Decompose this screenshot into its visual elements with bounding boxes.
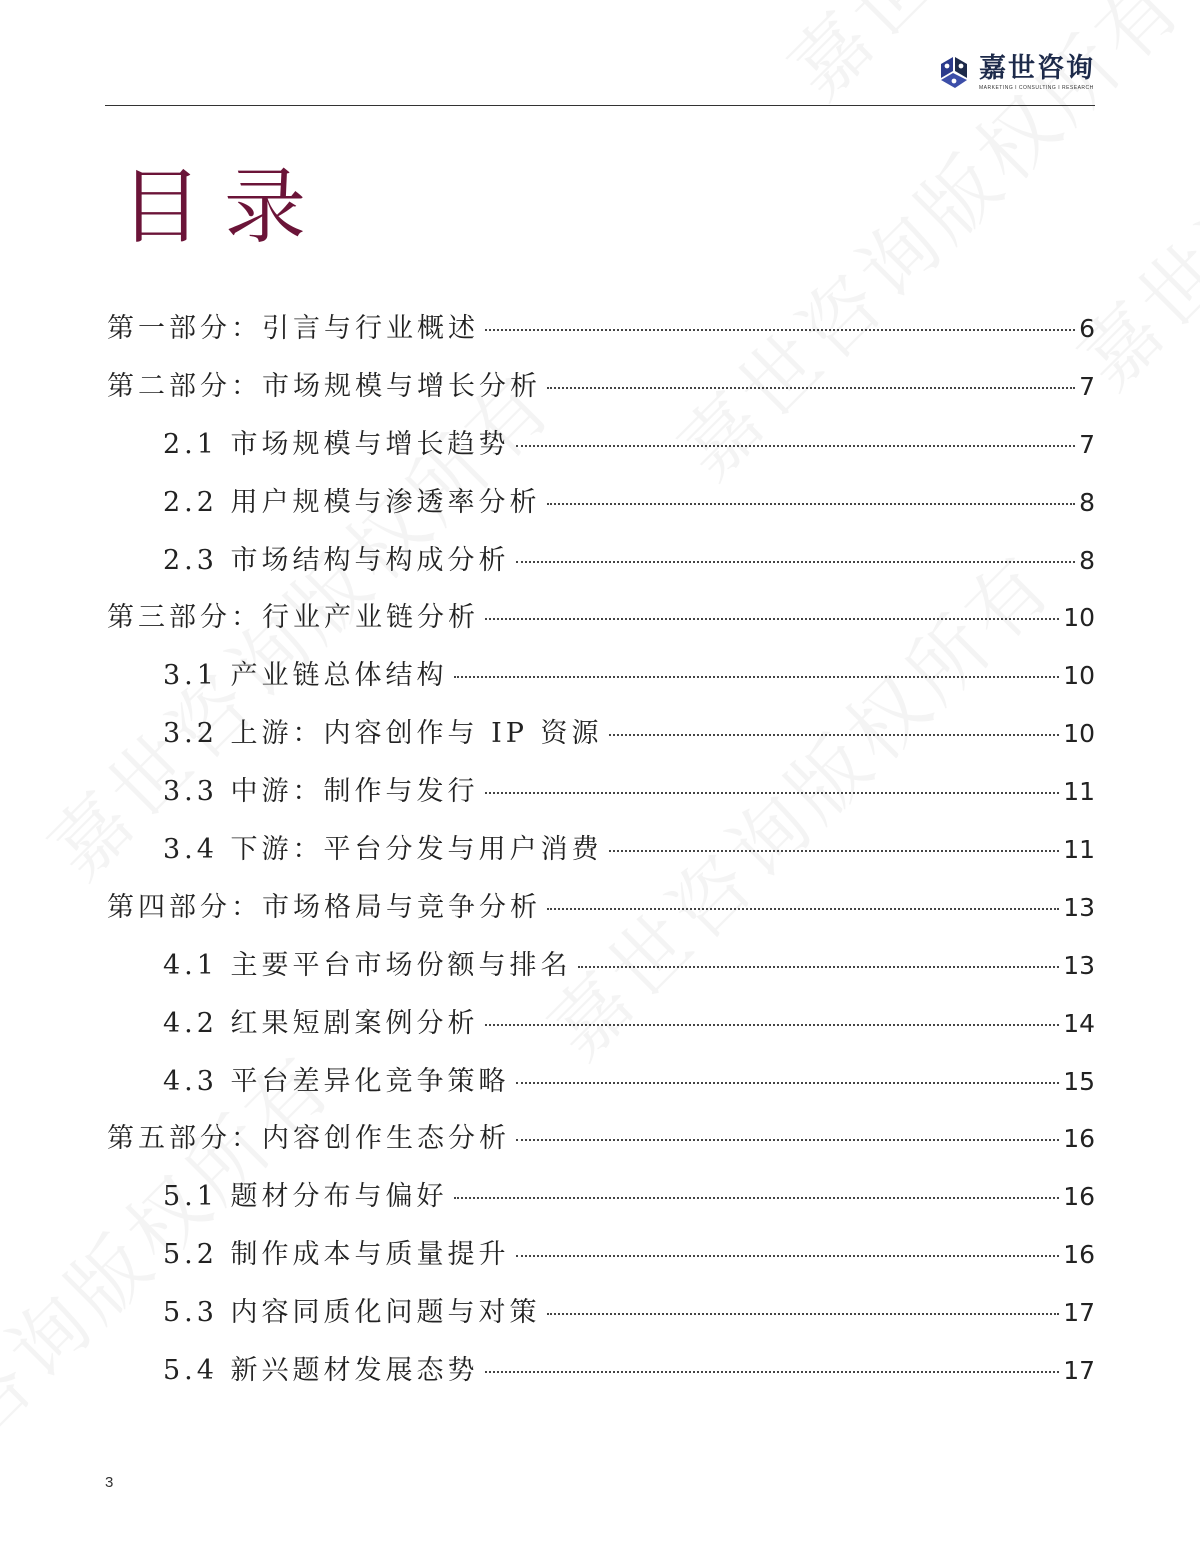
toc-dot-leader — [547, 503, 1076, 505]
toc-subsection-entry[interactable] — [107, 1053, 1095, 1111]
brand-tagline: MARKETING I CONSULTING I RESEARCH — [979, 85, 1094, 91]
toc-section-entry[interactable] — [107, 1110, 1095, 1168]
toc-subsection-entry[interactable] — [107, 705, 1095, 763]
toc-entry-label: 4.3 平台差异化竞争策略 — [163, 1065, 510, 1097]
toc-entry-page: 10 — [1063, 661, 1095, 691]
toc-dot-leader — [485, 618, 1059, 620]
toc-dot-leader — [485, 792, 1060, 794]
toc-entry-label: 5.1 题材分布与偏好 — [163, 1181, 448, 1213]
toc-entry-label: 4.1 主要平台市场份额与排名 — [163, 949, 572, 981]
brand-logo-text — [979, 54, 1095, 92]
toc-section-entry[interactable] — [107, 589, 1095, 647]
toc-entry-label: 3.4 下游：平台分发与用户消费 — [163, 834, 603, 866]
toc-entry-page: 7 — [1079, 371, 1095, 401]
toc-entry-page: 13 — [1063, 950, 1095, 980]
toc-dot-leader — [609, 734, 1060, 736]
toc-entry-page: 10 — [1063, 719, 1095, 749]
toc-dot-leader — [516, 1082, 1060, 1084]
toc-dot-leader — [578, 966, 1060, 968]
toc-subsection-entry[interactable] — [107, 532, 1095, 590]
toc-dot-leader — [609, 850, 1060, 852]
toc-section-entry[interactable] — [107, 300, 1095, 358]
toc-entry-label: 第五部分：内容创作生态分析 — [107, 1123, 510, 1155]
toc-entry-label: 4.2 红果短剧案例分析 — [163, 1007, 479, 1039]
toc-entry-page: 15 — [1063, 1066, 1095, 1096]
toc-entry-label: 第一部分：引言与行业概述 — [107, 313, 479, 344]
toc-subsection-entry[interactable] — [107, 647, 1095, 705]
toc-entry-page: 16 — [1063, 1182, 1095, 1212]
toc-entry-label: 2.3 市场结构与构成分析 — [163, 544, 510, 576]
toc-dot-leader — [547, 1313, 1060, 1315]
toc-dot-leader — [547, 908, 1059, 910]
toc-entry-page: 8 — [1079, 545, 1095, 575]
toc-subsection-entry[interactable] — [107, 937, 1095, 995]
toc-dot-leader — [516, 445, 1076, 447]
toc-subsection-entry[interactable] — [107, 821, 1095, 879]
toc-entry-label: 第二部分：市场规模与增长分析 — [107, 370, 541, 402]
toc-subsection-entry[interactable] — [107, 995, 1095, 1053]
toc-subsection-entry[interactable] — [107, 1226, 1095, 1284]
toc-entry-page: 11 — [1063, 777, 1095, 807]
toc-dot-leader — [516, 1139, 1059, 1141]
toc-entry-page: 16 — [1063, 1240, 1095, 1270]
toc-entry-page: 17 — [1063, 1356, 1095, 1386]
toc-entry-page: 13 — [1063, 892, 1095, 922]
toc-dot-leader — [454, 676, 1060, 678]
toc-entry-page: 8 — [1079, 487, 1095, 517]
toc-dot-leader — [485, 329, 1075, 331]
brand-logo-icon — [937, 54, 971, 92]
brand-logo — [937, 54, 1095, 92]
toc-entry-label: 3.1 产业链总体结构 — [163, 660, 448, 692]
brand-name: 嘉世咨询 — [979, 53, 1095, 84]
toc-entry-page: 7 — [1079, 429, 1095, 459]
toc-dot-leader — [454, 1197, 1060, 1199]
toc-section-entry[interactable] — [107, 358, 1095, 416]
toc-entry-label: 第三部分：行业产业链分析 — [107, 602, 479, 634]
toc-entry-label: 3.3 中游：制作与发行 — [163, 776, 479, 808]
toc-subsection-entry[interactable] — [107, 474, 1095, 532]
toc-section-entry[interactable] — [107, 879, 1095, 937]
toc-entry-page: 6 — [1079, 314, 1095, 343]
toc-entry-label: 2.1 市场规模与增长趋势 — [163, 428, 510, 460]
toc-subsection-entry[interactable] — [107, 416, 1095, 474]
table-of-contents — [107, 300, 1095, 1400]
toc-entry-label: 5.3 内容同质化问题与对策 — [163, 1297, 541, 1329]
toc-entry-label: 3.2 上游：内容创作与 IP 资源 — [163, 718, 603, 750]
toc-subsection-entry[interactable] — [107, 1284, 1095, 1342]
page-title: 目录 — [120, 160, 329, 255]
toc-subsection-entry[interactable] — [107, 1168, 1095, 1226]
toc-subsection-entry[interactable] — [107, 763, 1095, 821]
page-number: 3 — [105, 1474, 114, 1491]
toc-entry-page: 11 — [1063, 835, 1095, 865]
toc-dot-leader — [485, 1371, 1060, 1373]
toc-dot-leader — [485, 1024, 1060, 1026]
toc-entry-page: 10 — [1063, 603, 1095, 633]
toc-subsection-entry[interactable] — [107, 1342, 1095, 1400]
page-header — [105, 40, 1095, 106]
toc-dot-leader — [547, 387, 1075, 389]
toc-entry-label: 5.4 新兴题材发展态势 — [163, 1355, 479, 1387]
toc-entry-page: 17 — [1063, 1298, 1095, 1328]
header-divider — [105, 105, 1095, 106]
toc-dot-leader — [516, 561, 1076, 563]
toc-entry-page: 16 — [1063, 1124, 1095, 1154]
toc-entry-label: 2.2 用户规模与渗透率分析 — [163, 486, 541, 518]
toc-entry-page: 14 — [1063, 1008, 1095, 1038]
toc-entry-label: 5.2 制作成本与质量提升 — [163, 1239, 510, 1271]
toc-dot-leader — [516, 1255, 1060, 1257]
toc-entry-label: 第四部分：市场格局与竞争分析 — [107, 891, 541, 923]
